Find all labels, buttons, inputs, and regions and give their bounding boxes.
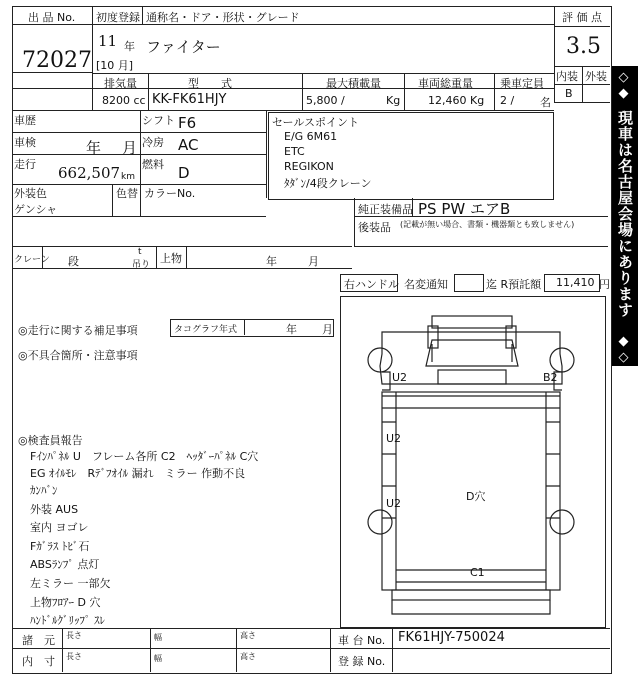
tachograph-month-unit: 月: [322, 323, 333, 336]
aftermarket-label: 後装品: [358, 221, 391, 234]
crane-ton-unit: t: [138, 247, 142, 257]
inspector-line: Fｲﾝﾊﾟﾈﾙ U フレーム各所 C2 ﾍｯﾀﾞｰﾊﾟﾈﾙ C穴: [30, 450, 259, 463]
ac-value: AC: [178, 136, 199, 154]
width-label: 幅: [154, 654, 162, 663]
inspection-month-unit: 月: [122, 139, 138, 157]
damage-mark: D穴: [466, 490, 486, 503]
max-load-value: 5,800 /: [306, 94, 345, 107]
shift-label: シフト: [142, 114, 175, 127]
defects-label: ◎不具合箇所・注意事項: [18, 349, 138, 362]
color-number-label: カラーNo.: [144, 187, 196, 200]
inspector-line: Fｶﾞﾗｽ ﾄﾋﾞ石: [30, 540, 90, 553]
car-name: ファイター: [146, 38, 221, 56]
crane-label: クレーン: [14, 255, 50, 265]
inspector-line: 外装 AUS: [30, 503, 79, 516]
inspector-line: EG ｵｲﾙﾓﾚ Rﾃﾞﾌｵｲﾙ 漏れ ミラー 作動不良: [30, 467, 246, 480]
recycle-deposit-label: 迄 R預託額: [486, 278, 542, 291]
fuel-label: 燃料: [142, 158, 164, 171]
loading-year-unit: 年: [266, 255, 277, 268]
handle-side: 右ハンドル: [344, 278, 399, 291]
mileage-label: 走行: [14, 158, 36, 171]
first-reg-year-unit: 年: [124, 40, 135, 53]
sales-point-line: ﾀﾀﾞﾝ/4段クレーン: [284, 177, 372, 190]
crane-hang-unit: 吊り: [132, 260, 151, 270]
shift-value: F6: [178, 114, 197, 132]
banner-bottom-symbols: ◆◇: [616, 334, 631, 366]
exterior-color-value: ゲンシャ: [14, 203, 58, 216]
chassis-number-label: 車 台 No.: [338, 634, 386, 647]
exterior-color-label: 外装色: [14, 187, 47, 200]
mileage-value: 662,507: [58, 164, 121, 182]
inspection-label: 車検: [14, 136, 36, 149]
damage-mark: U2: [386, 497, 402, 510]
length-label: 長さ: [66, 652, 82, 661]
history-label: 車歴: [14, 114, 36, 127]
gross-weight-label: 車両総重量: [418, 77, 473, 90]
tachograph-label: タコグラフ年式: [174, 325, 238, 335]
inspector-line: 室内 ヨゴレ: [30, 521, 89, 534]
width-label: 幅: [154, 633, 162, 642]
registration-number-label: 登 録 No.: [338, 655, 386, 668]
rating-label: 評 価 点: [562, 11, 602, 24]
capacity-label: 乗車定員: [500, 77, 544, 90]
gross-weight-value: 12,460 Kg: [428, 94, 485, 107]
genuine-equipment-label: 純正装備品: [358, 203, 413, 216]
aftermarket-note: (記載が無い場合、書類・機器類とも致しません): [400, 220, 575, 229]
model-label: 型 式: [188, 77, 232, 90]
rating-score: 3.5: [566, 34, 601, 59]
length-label: 長さ: [66, 631, 82, 640]
damage-mark: B2: [543, 371, 558, 384]
recycle-deposit-value: 11,410: [556, 276, 595, 289]
genuine-equipment-value: PS PW エアB: [418, 200, 511, 218]
inspector-report-label: ◎検査員報告: [18, 434, 83, 447]
damage-mark: U2: [386, 432, 402, 445]
ac-label: 冷房: [142, 136, 164, 149]
loading-label: 上物: [160, 252, 182, 265]
height-label: 高さ: [240, 631, 256, 640]
damage-mark: C1: [470, 566, 485, 579]
displacement-label: 排気量: [104, 77, 137, 90]
displacement-value: 8200 cc: [102, 94, 146, 107]
sales-point-label: セールスポイント: [272, 116, 360, 129]
model-value: KK-FK61HJY: [152, 92, 227, 107]
tachograph-year-unit: 年: [286, 323, 297, 336]
inspection-year-unit: 年: [86, 139, 102, 157]
max-load-unit: Kg: [386, 94, 401, 107]
dimensions-label: 諸 元: [22, 634, 55, 647]
inspector-line: ﾊﾝﾄﾞﾙｸﾞﾘｯﾌﾟ ｽﾚ: [30, 614, 105, 627]
banner-text: 現車は名古屋会場にあります: [616, 110, 634, 318]
interior-grade: B: [565, 87, 573, 100]
sales-point-line: ETC: [284, 145, 305, 158]
chassis-number-value: FK61HJY-750024: [398, 630, 505, 645]
name-change-notice-label: 名変通知: [404, 278, 448, 291]
interior-dimensions-label: 内 寸: [22, 655, 55, 668]
sales-point-line: E/G 6M61: [284, 130, 338, 143]
inspector-line: ｶﾝﾊﾞﾝ: [30, 484, 58, 497]
crane-stage-unit: 段: [68, 255, 79, 268]
inspector-line: ABSﾗﾝﾌﾟ 点灯: [30, 558, 100, 571]
inspector-line: 上物ﾌﾛｱｰ D 穴: [30, 596, 101, 609]
car-name-label: 通称名・ドア・形状・グレード: [146, 11, 300, 24]
fuel-value: D: [178, 164, 190, 182]
lot-number-label: 出 品 No.: [28, 11, 76, 24]
first-reg-year: 11: [98, 32, 118, 50]
max-load-label: 最大積載量: [326, 77, 381, 90]
first-reg-month: [10 月]: [96, 59, 134, 72]
loading-month-unit: 月: [308, 255, 319, 268]
recycle-deposit-unit: 円: [599, 278, 610, 291]
capacity-unit: 名: [540, 96, 551, 109]
first-registration-label: 初度登録: [96, 11, 140, 24]
banner-top-symbols: ◇◆: [616, 70, 631, 102]
interior-grade-label: 内装: [556, 70, 578, 83]
inspector-line: 左ミラー 一部欠: [30, 577, 111, 590]
damage-mark: U2: [392, 371, 408, 384]
name-change-notice-box: [454, 274, 484, 292]
exterior-grade-label: 外装: [585, 70, 607, 83]
capacity-value: 2 /: [500, 94, 515, 107]
lot-number: 72027: [22, 48, 92, 73]
mileage-unit: km: [121, 172, 135, 182]
height-label: 高さ: [240, 652, 256, 661]
running-notes-label: ◎走行に関する補足事項: [18, 324, 138, 337]
color-change-label: 色替: [116, 187, 138, 200]
sales-point-line: REGIKON: [284, 160, 334, 173]
